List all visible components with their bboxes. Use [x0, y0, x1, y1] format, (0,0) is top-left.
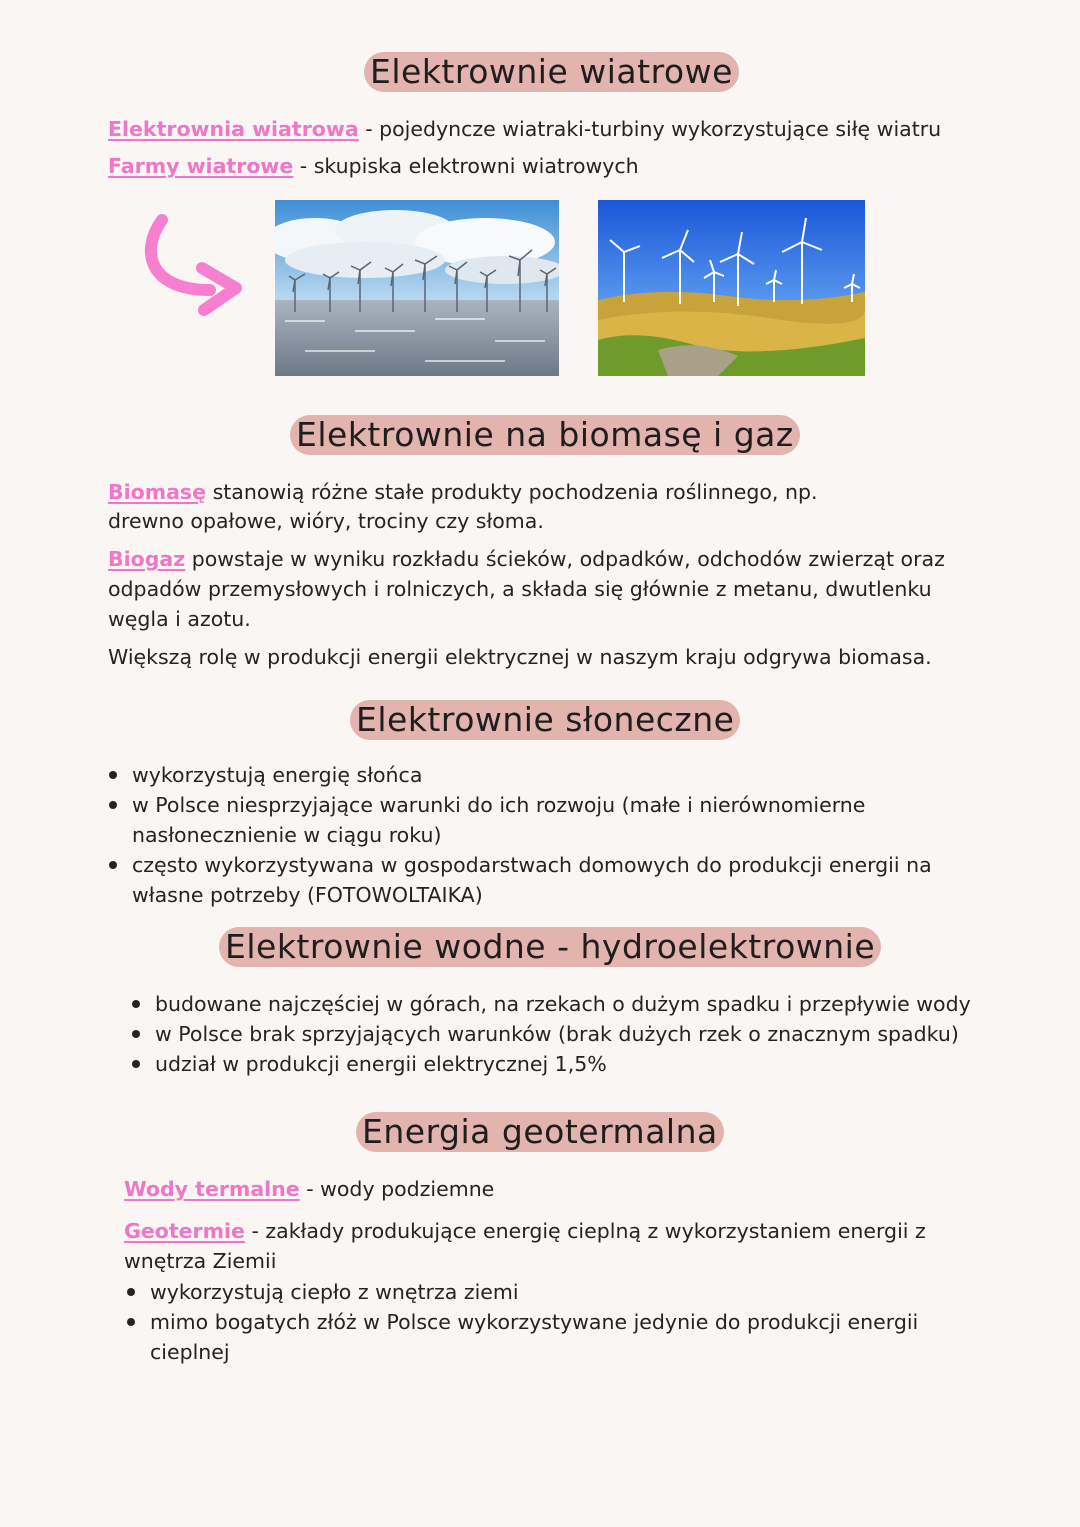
- term-geotermie: Geotermie: [124, 1219, 245, 1243]
- biomass-line-1: [108, 477, 817, 507]
- curved-arrow-icon: [140, 210, 250, 320]
- def-elektrownia-wiatrowa: - pojedyncze wiatraki-turbiny wykorzystujące siłę wiatru: [365, 117, 942, 141]
- solar-bullet-3-cont: własne potrzeby (FOTOWOLTAIKA): [132, 883, 483, 907]
- def-farmy-wiatrowe: - skupiska elektrowni wiatrowych: [299, 154, 639, 178]
- hydro-bullet-1: budowane najczęściej w górach, na rzekach o dużym spadku i przepływie wody: [155, 989, 971, 1019]
- solar-bullet-2-cont: nasłonecznienie w ciągu roku): [132, 823, 442, 847]
- term-elektrownia-wiatrowa: Elektrownia wiatrowa: [108, 117, 359, 141]
- hydro-bullet-3: udział w produkcji energii elektrycznej 1,5%: [155, 1049, 607, 1079]
- term-farmy-wiatrowe: Farmy wiatrowe: [108, 154, 294, 178]
- biogas-line-2: odpadów przemysłowych i rolniczych, a składa się głównie z metanu, dwutlenku: [108, 577, 932, 601]
- solar-bullet-3: często wykorzystywana w gospodarstwach domowych do produkcji energii na: [132, 850, 932, 880]
- heading-geothermal: Energia geotermalna: [356, 1112, 724, 1152]
- offshore-wind-farm-photo: [275, 200, 559, 376]
- geo-line-2: [124, 1216, 926, 1246]
- biogas-text-2a: powstaje w wyniku rozkładu ścieków, odpadków, odchodów zwierząt oraz: [191, 547, 945, 571]
- def-geotermie: - zakłady produkujące energię cieplną z wykorzystaniem energii z: [251, 1219, 926, 1243]
- def-wody-termalne: - wody podziemne: [306, 1177, 495, 1201]
- geo-bullet-2-cont: cieplnej: [150, 1340, 230, 1364]
- geo-bullet-1: wykorzystują ciepło z wnętrza ziemi: [150, 1277, 519, 1307]
- hydro-bullet-2: w Polsce brak sprzyjających warunków (brak dużych rzek o znacznym spadku): [155, 1019, 959, 1049]
- wind-line-1: [108, 114, 941, 144]
- biomass-summary: Większą rolę w produkcji energii elektrycznej w naszym kraju odgrywa biomasa.: [108, 645, 932, 669]
- geo-line-3: wnętrza Ziemii: [124, 1249, 277, 1273]
- heading-biomass: Elektrownie na biomasę i gaz: [290, 415, 800, 455]
- biogas-line-3: węgla i azotu.: [108, 607, 251, 631]
- biomass-line-2: drewno opałowe, wióry, trociny czy słoma.: [108, 509, 544, 533]
- heading-hydro: Elektrownie wodne - hydroelektrownie: [219, 927, 881, 967]
- solar-bullet-1: wykorzystują energię słońca: [132, 760, 422, 790]
- wind-line-2: [108, 151, 639, 181]
- solar-bullet-2: w Polsce niesprzyjające warunki do ich rozwoju (małe i nierównomierne: [132, 790, 865, 820]
- term-biogaz: Biogaz: [108, 547, 186, 571]
- biogas-line-1: [108, 544, 945, 574]
- geo-bullet-2: mimo bogatych złóż w Polsce wykorzystywane jedynie do produkcji energii: [150, 1307, 918, 1337]
- biomass-text-1a: stanowią różne stałe produkty pochodzenia roślinnego, np.: [212, 480, 818, 504]
- term-biomase: Biomasę: [108, 480, 207, 504]
- heading-solar: Elektrownie słoneczne: [350, 700, 740, 740]
- geo-line-1: [124, 1174, 494, 1204]
- heading-wind: Elektrownie wiatrowe: [364, 52, 739, 92]
- term-wody-termalne: Wody termalne: [124, 1177, 300, 1201]
- onshore-wind-farm-photo: [598, 200, 865, 376]
